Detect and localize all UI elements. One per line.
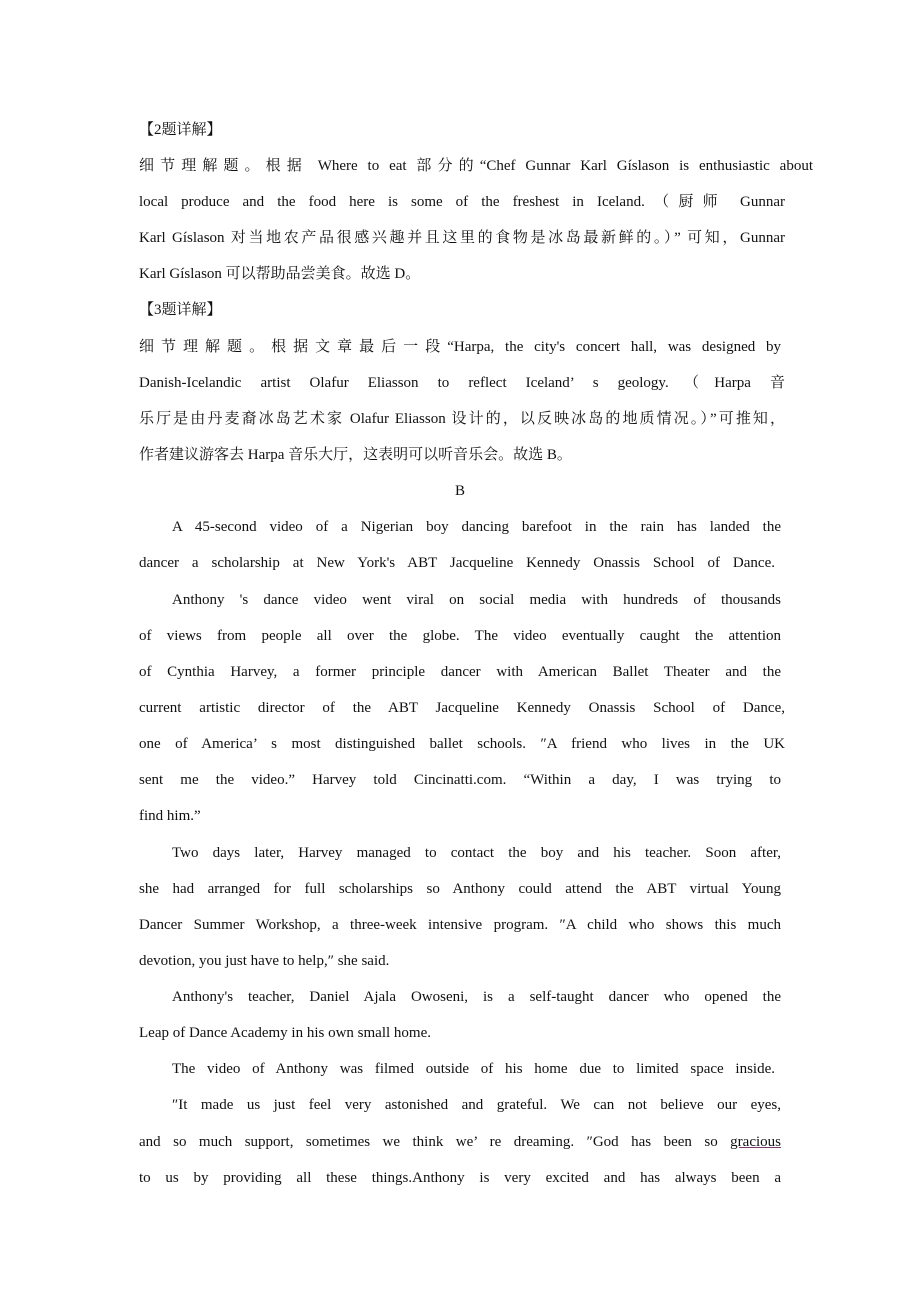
text-line	[139, 553, 775, 573]
text-line	[139, 264, 420, 284]
line-text: B	[454, 483, 465, 499]
text-line	[172, 987, 781, 1007]
line-text: devotion, you just have to help,″ she said.	[139, 953, 390, 969]
line-text: 细节理解题。根据 Where to eat 部分的“Chef Gunnar Karl Gíslason is enthusiastic about	[139, 158, 813, 174]
line-text: and so much support, sometimes we think we’ re dreaming. ″God has been so	[139, 1134, 718, 1150]
line-text: Dancer Summer Workshop, a three-week intensive program. ″A child who shows this much	[139, 917, 781, 933]
line-text: ″It made us just feel very astonished and grateful. We can not believe our eyes,	[172, 1097, 781, 1113]
text-line	[172, 590, 781, 610]
line-text: sent me the video.” Harvey told Cincinatti.com. “Within a day, I was trying to	[139, 772, 781, 788]
line-text: Anthony's teacher, Daniel Ajala Owoseni, is a self-taught dancer who opened the	[172, 989, 781, 1005]
line-text: of Cynthia Harvey, a former principle dancer with American Ballet Theater and the	[139, 664, 781, 680]
text-line	[172, 517, 781, 537]
text-line	[172, 843, 781, 863]
text-line	[139, 337, 781, 357]
text-line	[139, 770, 781, 790]
text-line	[139, 806, 201, 826]
text-line	[139, 445, 572, 465]
line-text: 【3题详解】	[139, 302, 222, 318]
text-line	[139, 734, 785, 754]
line-text: find him.”	[139, 808, 201, 824]
line-text: dancer a scholarship at New York's ABT Jacqueline Kennedy Onassis School of Dance.	[139, 555, 775, 571]
text-line	[139, 192, 785, 212]
text-line	[139, 1023, 431, 1043]
text-line	[172, 1095, 781, 1115]
text-line	[139, 373, 785, 393]
line-text: 作者建议游客去 Harpa 音乐大厅，这表明可以听音乐会。故选 B。	[139, 447, 572, 463]
line-text: Danish-Icelandic artist Olafur Eliasson to reflect Iceland’ s geology.（Harpa 音	[139, 375, 785, 391]
text-line	[139, 698, 785, 718]
text-line	[139, 879, 781, 899]
text-line	[139, 120, 222, 140]
text-line	[139, 1168, 781, 1188]
section-heading	[0, 481, 920, 501]
line-text: The video of Anthony was filmed outside of his home due to limited space inside.	[172, 1061, 775, 1077]
text-line	[139, 626, 781, 646]
line-text: Two days later, Harvey managed to contact the boy and his teacher. Soon after,	[172, 845, 781, 861]
text-line	[139, 951, 389, 971]
line-text: A 45-second video of a Nigerian boy dancing barefoot in the rain has landed the	[172, 519, 781, 535]
text-line	[139, 662, 781, 682]
text-line	[139, 300, 222, 320]
line-text: of views from people all over the globe. The video eventually caught the attention	[139, 628, 781, 644]
text-line	[139, 409, 785, 429]
line-text: to us by providing all these things.Anthony is very excited and has always been a	[139, 1170, 781, 1186]
line-text: one of America’ s most distinguished ballet schools. ″A friend who lives in the UK	[139, 736, 785, 752]
line-text: local produce and the food here is some of the freshest in Iceland.（厨师 Gunnar	[139, 194, 785, 210]
line-text: she had arranged for full scholarships so Anthony could attend the ABT virtual Young	[139, 881, 781, 897]
line-text: Karl Gíslason 可以帮助品尝美食。故选 D。	[139, 266, 421, 282]
text-line	[172, 1059, 775, 1079]
line-text: current artistic director of the ABT Jacqueline Kennedy Onassis School of Dance,	[139, 700, 785, 716]
line-text: 细节理解题。根据文章最后一段“Harpa, the city's concert hall, was designed by	[139, 339, 781, 355]
text-line	[139, 156, 813, 176]
underlined-word: gracious	[730, 1134, 781, 1150]
text-line	[139, 1132, 781, 1152]
line-text: Karl Gíslason 对当地农产品很感兴趣并且这里的食物是冰岛最新鲜的。）” 可知，Gunnar	[139, 230, 785, 246]
text-line	[139, 228, 785, 248]
line-text: 【2题详解】	[139, 122, 222, 138]
line-text: Anthony 's dance video went viral on social media with hundreds of thousands	[172, 592, 781, 608]
text-line	[139, 915, 781, 935]
line-text: 乐厅是由丹麦裔冰岛艺术家 Olafur Eliasson 设计的，以反映冰岛的地质情况。）”可推知，	[139, 411, 785, 427]
line-text: Leap of Dance Academy in his own small home.	[139, 1025, 432, 1041]
